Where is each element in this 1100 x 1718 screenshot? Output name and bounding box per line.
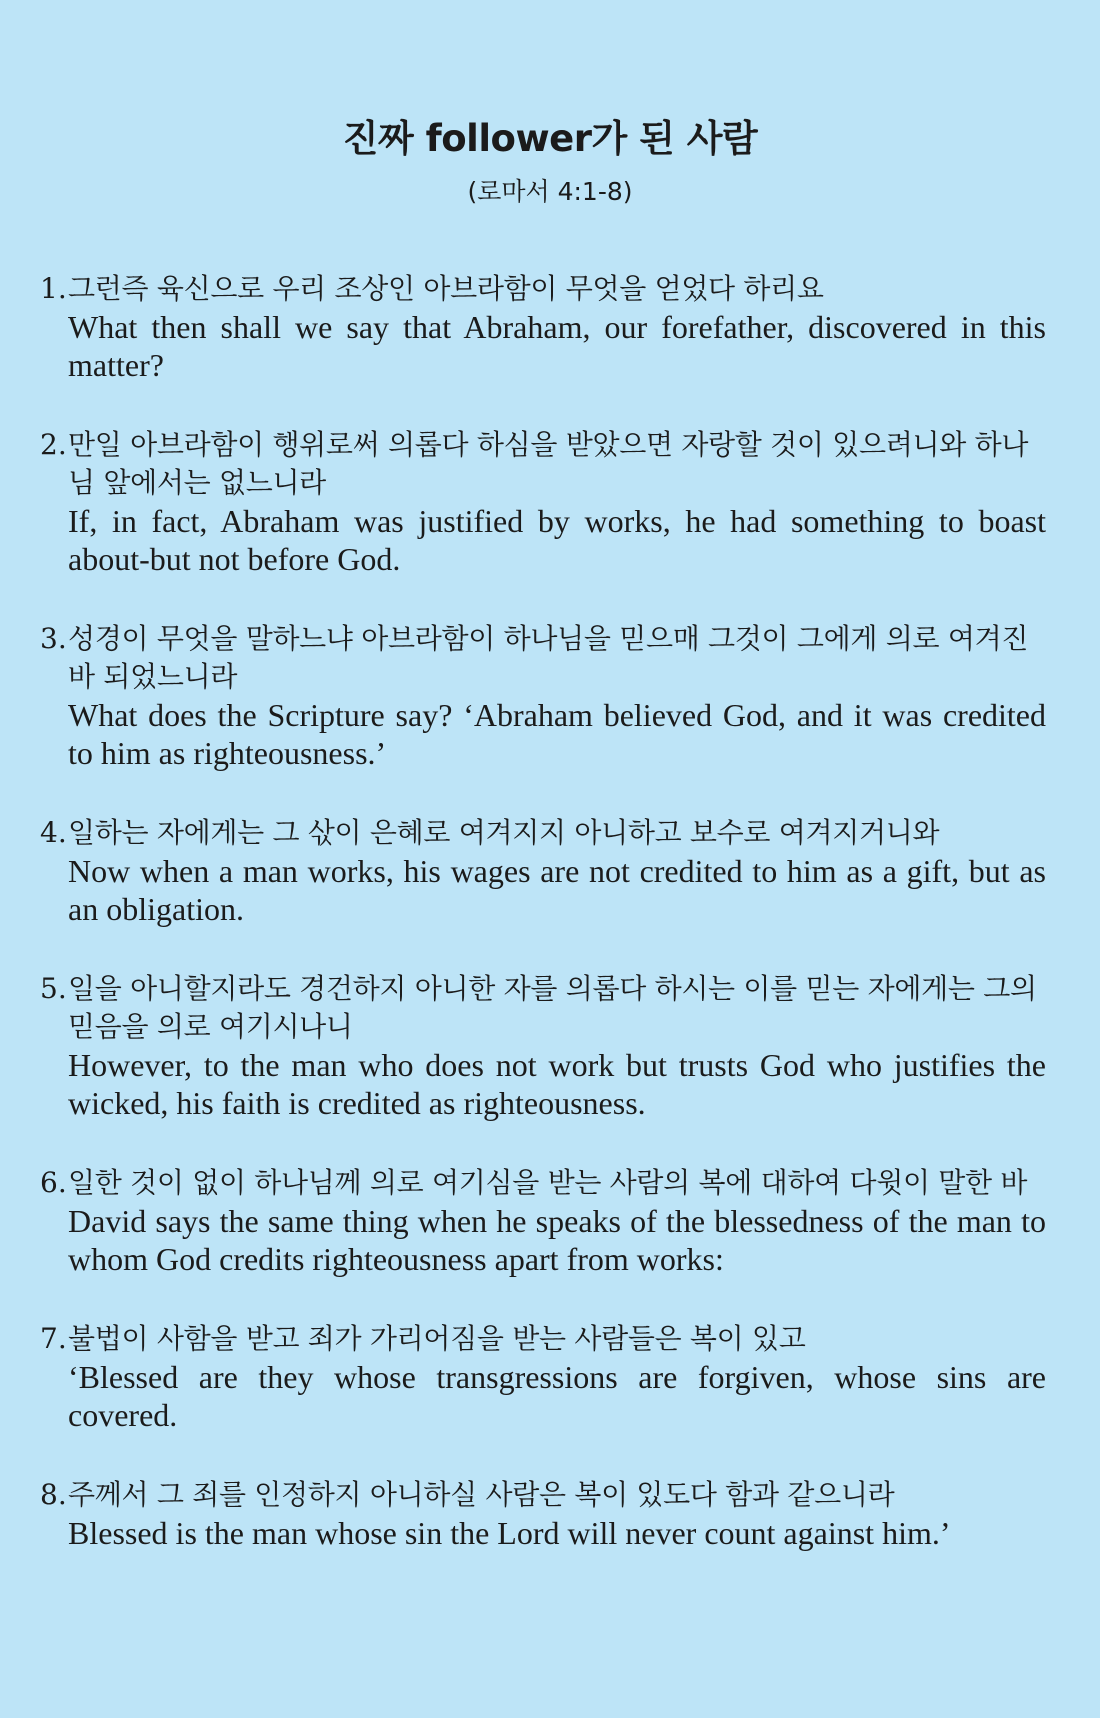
verse-number: 4. — [40, 816, 67, 849]
verse-english: Blessed is the man whose sin the Lord will never count against him.’ — [68, 1515, 951, 1551]
verse-number: 8. — [40, 1478, 67, 1511]
verse-number: 1. — [40, 272, 67, 305]
verse-korean: 일하는 자에게는 그 삯이 은혜로 여겨지지 아니하고 보수로 여겨지거니와 — [68, 816, 940, 849]
verse-korean: 일한 것이 없이 하나님께 의로 여기심을 받는 사람의 복에 대하여 다윗이 말한 바 — [68, 1166, 1028, 1199]
verse-number: 2. — [40, 428, 67, 461]
verse-korean: 불법이 사함을 받고 죄가 가리어짐을 받는 사람들은 복이 있고 — [68, 1322, 806, 1355]
verse-english: If, in fact, Abraham was justified by works, he had something to boast about-but not before God. — [68, 503, 1046, 577]
verse-item — [40, 426, 1046, 578]
verse-english: ‘Blessed are they whose transgressions are forgiven, whose sins are covered. — [68, 1359, 1046, 1433]
verse-english: David says the same thing when he speaks of the blessedness of the man to whom God credits righteousness apart from works: — [68, 1203, 1046, 1277]
verse-number: 3. — [40, 622, 67, 655]
verse-list — [40, 270, 1046, 1594]
verse-english: What does the Scripture say? ‘Abraham believed God, and it was credited to him as righteousness.’ — [68, 697, 1046, 771]
scripture-reference: (로마서 4:1-8) — [467, 177, 633, 206]
verse-number: 7. — [40, 1322, 67, 1355]
page-title: 진짜 follower가 된 사람 — [342, 117, 758, 160]
verse-item — [40, 1476, 1046, 1552]
verse-number: 6. — [40, 1166, 67, 1199]
verse-number: 5. — [40, 972, 67, 1005]
verse-item — [40, 1164, 1046, 1278]
verse-english: Now when a man works, his wages are not credited to him as a gift, but as an obligation. — [68, 853, 1046, 927]
verse-korean: 만일 아브라함이 행위로써 의롭다 하심을 받았으면 자랑할 것이 있으려니와 하나님 앞에서는 없느니라 — [68, 428, 1029, 499]
verse-item — [40, 270, 1046, 384]
verse-english: However, to the man who does not work but trusts God who justifies the wicked, his faith is credited as righteousness. — [68, 1047, 1046, 1121]
verse-korean: 그런즉 육신으로 우리 조상인 아브라함이 무엇을 얻었다 하리요 — [68, 272, 824, 305]
verse-item — [40, 814, 1046, 928]
verse-korean: 일을 아니할지라도 경건하지 아니한 자를 의롭다 하시는 이를 믿는 자에게는 그의 믿음을 의로 여기시나니 — [68, 972, 1037, 1043]
verse-korean: 주께서 그 죄를 인정하지 아니하실 사람은 복이 있도다 함과 같으니라 — [68, 1478, 895, 1511]
verse-item — [40, 620, 1046, 772]
verse-item — [40, 1320, 1046, 1434]
verse-korean: 성경이 무엇을 말하느냐 아브라함이 하나님을 믿으매 그것이 그에게 의로 여겨진 바 되었느니라 — [68, 622, 1029, 693]
verse-english: What then shall we say that Abraham, our forefather, discovered in this matter? — [68, 309, 1046, 383]
verse-item — [40, 970, 1046, 1122]
